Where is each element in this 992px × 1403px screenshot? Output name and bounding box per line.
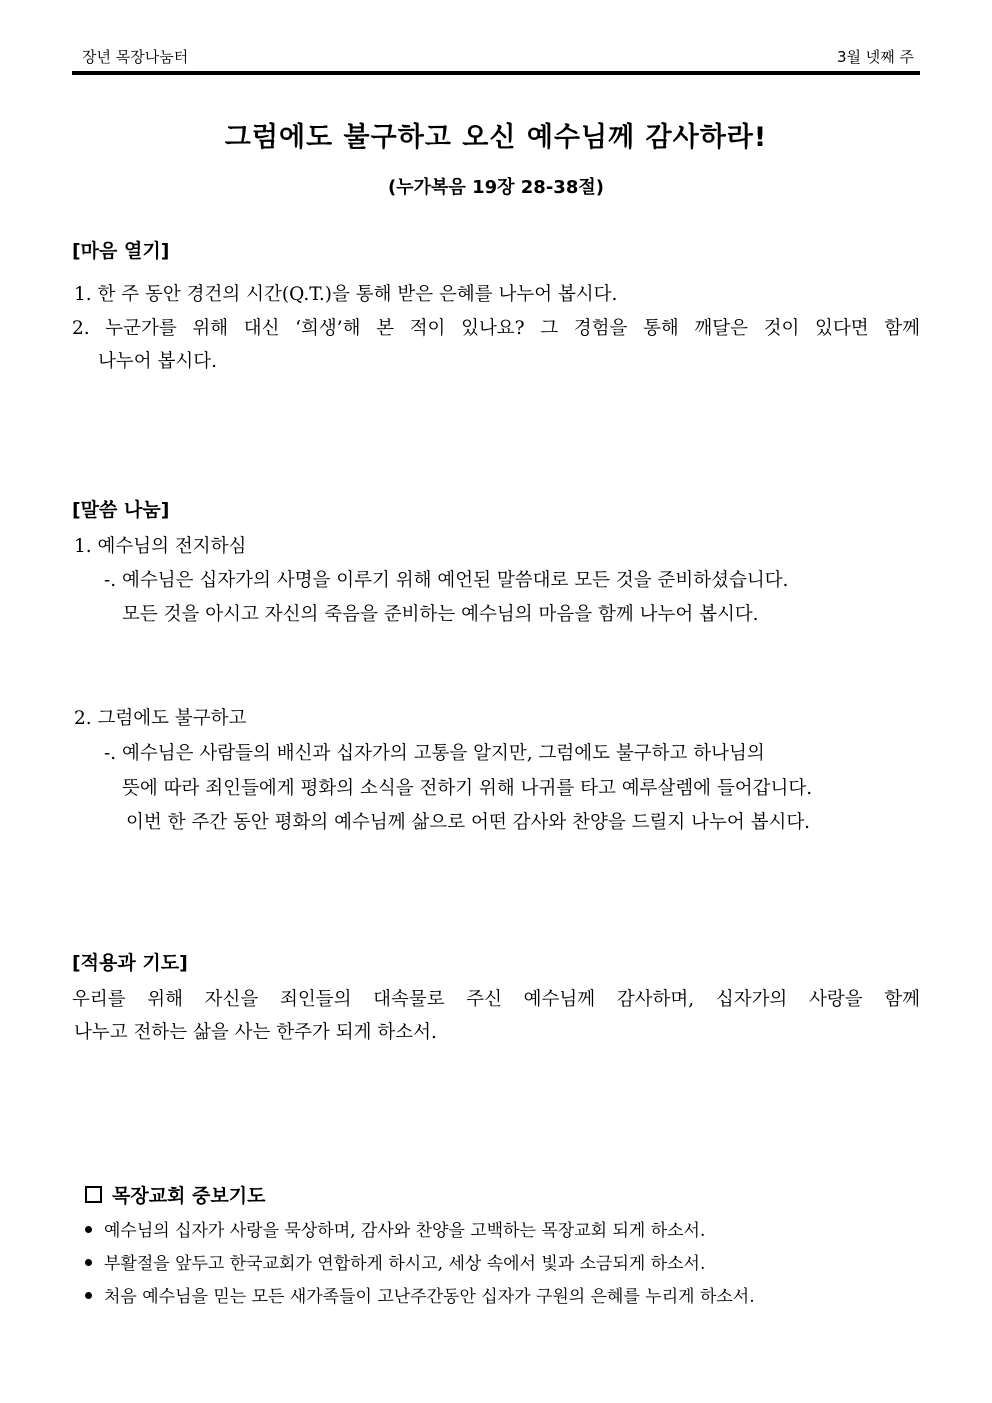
intercession-heading-label: 목장교회 중보기도 xyxy=(112,1185,266,1207)
application-heading: [적용과 기도] xyxy=(72,952,188,974)
question-2-line-2: 뜻에 따라 죄인들에게 평화의 소식을 전하기 위해 나귀를 타고 예루살렘에 들어갑니다. xyxy=(122,778,813,799)
intercession-heading xyxy=(85,1181,265,1208)
intercession-item xyxy=(85,1282,755,1307)
bullet-icon xyxy=(85,1292,92,1299)
question-2-line-1: -. 예수님은 사람들의 배신과 십자가의 고통을 알지만, 그럼에도 불구하고 하나님의 xyxy=(104,743,765,764)
header-right-label: 3월 넷째 주 xyxy=(836,48,914,66)
question-2-line-3: 이번 한 주간 동안 평화의 예수님께 삶으로 어떤 감사와 찬양을 드릴지 나누어 봅시다. xyxy=(126,812,811,833)
application-line-2: 나누고 전하는 삶을 사는 한주가 되게 하소서. xyxy=(74,1022,437,1043)
open-heart-item-2-line-1: 2. 누군가를 위해 대신 ‘희생’해 본 적이 있나요? 그 경험을 통해 깨달은 것이 있다면 함께 xyxy=(72,318,920,339)
header-divider xyxy=(72,71,920,75)
question-1-line-2: 모든 것을 아시고 자신의 죽음을 준비하는 예수님의 마음을 함께 나누어 봅시다. xyxy=(122,604,759,625)
question-1-line-1: -. 예수님은 십자가의 사명을 이루기 위해 예언된 말씀대로 모든 것을 준비하셨습니다. xyxy=(104,570,789,591)
intercession-item xyxy=(85,1249,705,1274)
page-title: 그럼에도 불구하고 오신 예수님께 감사하라! xyxy=(224,122,768,153)
question-1-title: 1. 예수님의 전지하심 xyxy=(74,536,247,557)
open-heart-heading: [마음 열기] xyxy=(72,240,170,262)
open-heart-item-1: 1. 한 주 동안 경건의 시간(Q.T.)을 통해 받은 은혜를 나누어 봅시다. xyxy=(74,284,618,305)
open-heart-item-2-line-2: 나누어 봅시다. xyxy=(98,351,217,372)
application-line-1: 우리를 위해 자신을 죄인들의 대속물로 주신 예수님께 감사하며, 십자가의 사랑을 함께 xyxy=(72,989,920,1010)
intercession-item-text: 처음 예수님을 믿는 모든 새가족들이 고난주간동안 십자가 구원의 은혜를 누리게 하소서. xyxy=(104,1287,755,1307)
word-sharing-heading: [말씀 나눔] xyxy=(72,499,170,521)
intercession-item xyxy=(85,1216,705,1241)
intercession-item-text: 부활절을 앞두고 한국교회가 연합하게 하시고, 세상 속에서 빛과 소금되게 하소서. xyxy=(104,1254,706,1274)
checkbox-icon xyxy=(85,1186,102,1203)
question-2-title: 2. 그럼에도 불구하고 xyxy=(74,708,247,729)
bullet-icon xyxy=(85,1226,92,1233)
header-left-label: 장년 목장나눔터 xyxy=(82,48,189,66)
bullet-icon xyxy=(85,1259,92,1266)
page-subtitle: (누가복음 19장 28-38절) xyxy=(388,177,604,198)
intercession-item-text: 예수님의 십자가 사랑을 묵상하며, 감사와 찬양을 고백하는 목장교회 되게 하소서. xyxy=(104,1221,706,1241)
